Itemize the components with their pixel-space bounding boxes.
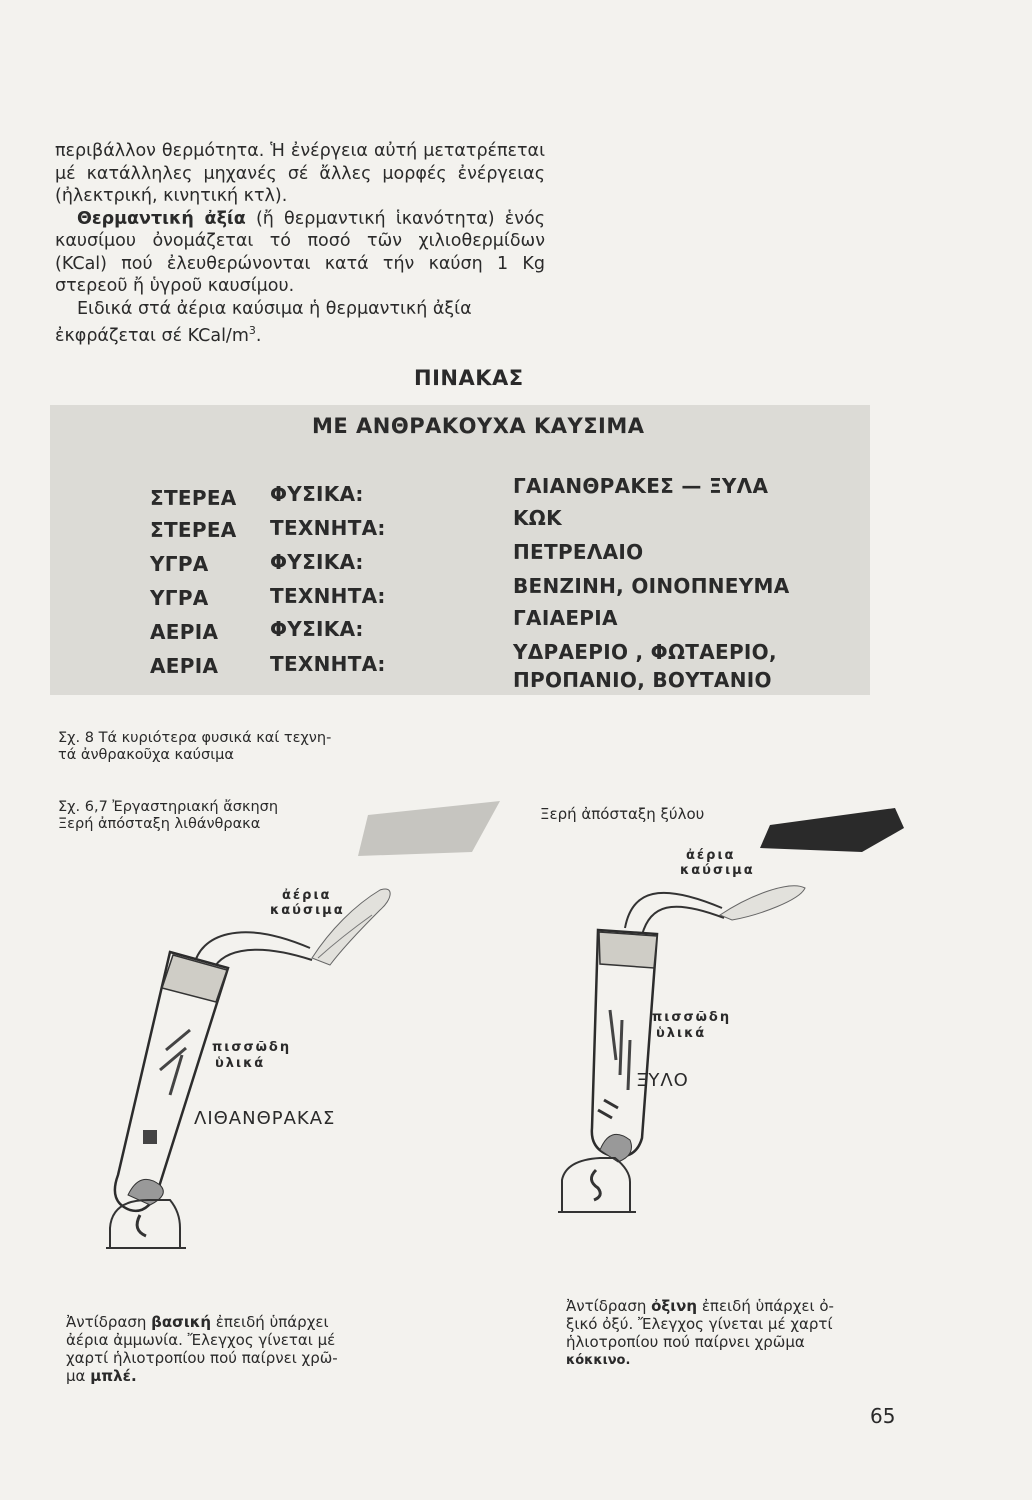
- left-reaction-line4: [66, 1368, 137, 1386]
- row-3-fuels: ΠΕΤΡΕΛΑΙΟ: [513, 540, 644, 564]
- row-5-kind: ΦΥΣΙΚΑ:: [270, 617, 364, 641]
- right-tar-label: πισσῶδη: [652, 1010, 732, 1025]
- right-reaction-line4: κόκκινο.: [566, 1353, 631, 1368]
- left-tar-label-2: ὑλικά: [215, 1056, 266, 1071]
- left-reaction-prefix: Ἀντίδραση: [66, 1313, 152, 1331]
- row-6-state: ΑΕΡΙΑ: [150, 654, 219, 678]
- right-gas-label-2: καύσιμα: [680, 863, 755, 878]
- left-reaction-line2: ἀέρια ἀμμωνία. Ἔλεγχος γίνεται μέ: [66, 1331, 336, 1349]
- stopper-right: [599, 932, 657, 968]
- litmus-paper-right: [760, 808, 904, 852]
- gas-fuels-period: .: [255, 325, 262, 346]
- fig67-caption-line2: Ξερή ἀπόσταξη λιθάνθρακα: [58, 816, 261, 832]
- row-5-fuels: ΓΑΙΑΕΡΙΑ: [513, 606, 618, 630]
- row-1-fuels: ΓΑΙΑΝΘΡΑΚΕΣ — ΞΥΛΑ: [513, 474, 769, 498]
- table-subtitle: ΜΕ ΑΝΘΡΑΚΟΥΧΑ ΚΑΥΣΙΜΑ: [312, 414, 645, 438]
- right-reaction-prefix: Ἀντίδραση: [566, 1297, 652, 1315]
- row-1-kind: ΦΥΣΙΚΑ:: [270, 482, 364, 506]
- fig8-caption-line1: Σχ. 8 Τά κυριότερα φυσικά καί τεχνη-: [58, 730, 332, 746]
- left-tar-label: πισσῶδη: [212, 1040, 292, 1055]
- left-reaction-line3: χαρτί ἡλιοτροπίου πού παίρνει χρῶ-: [66, 1349, 338, 1367]
- left-apparatus: [106, 801, 500, 1248]
- row-6-kind: ΤΕΧΝΗΤΑ:: [270, 652, 386, 676]
- right-reaction-line1: [566, 1298, 834, 1316]
- right-reaction-reason: ἐπειδή ὑπάρχει ὀ-: [697, 1297, 834, 1315]
- right-reaction-line3: ἡλιοτροπίου πού παίρνει χρῶμα: [566, 1333, 805, 1351]
- left-reaction-color: μπλέ.: [90, 1367, 137, 1385]
- right-material-label: ΞΥΛΟ: [636, 1070, 689, 1091]
- row-3-state: ΥΓΡΑ: [150, 552, 209, 576]
- row-1-state: ΣΤΕΡΕΑ: [150, 486, 237, 510]
- row-2-kind: ΤΕΧΝΗΤΑ:: [270, 516, 386, 540]
- row-3-kind: ΦΥΣΙΚΑ:: [270, 550, 364, 574]
- gas-fuels-text: Ειδικά στά ἀέρια καύσιμα ἡ θερμαντική ἀξία ἐκφράζεται σέ KCal/m: [55, 298, 472, 346]
- row-6-fuels: ΥΔΡΑΕΡΙΟ , ΦΩΤΑΕΡΙΟ,: [513, 640, 777, 664]
- table-title: ΠΙΝΑΚΑΣ: [414, 366, 524, 390]
- litmus-paper-left: [358, 801, 500, 856]
- term-heating-value: Θερμαντική ἀξία: [77, 208, 246, 229]
- row-6-fuels-cont: ΠΡΟΠΑΝΙΟ, ΒΟΥΤΑΝΙΟ: [513, 668, 772, 692]
- fig67-caption-line1: Σχ. 6,7 Ἐργαστηριακή ἄσκηση: [58, 799, 279, 815]
- paragraph-energy: περιβάλλον θερμότητα. Ἡ ἐνέργεια αὐτή μετατρέπεται μέ κατάλληλες μηχανές σέ ἄλλες μορφές ἐνέργειας (ἠλεκτρική, κινητική κτλ).: [55, 141, 545, 206]
- fig8-caption-line2: τά ἀνθρακοῦχα καύσιμα: [58, 747, 234, 763]
- delivery-tube-right-inner: [642, 907, 724, 935]
- row-2-state: ΣΤΕΡΕΑ: [150, 518, 237, 542]
- right-figure-title: Ξερή ἀπόσταξη ξύλου: [540, 805, 705, 823]
- left-gas-label: ἀέρια: [282, 888, 332, 903]
- coal-left: [143, 1130, 157, 1144]
- row-4-fuels: ΒΕΝΖΙΝΗ, ΟΙΝΟΠΝΕΥΜΑ: [513, 574, 790, 598]
- left-reaction-reason: ἐπειδή ὑπάρχει: [211, 1313, 329, 1331]
- row-4-kind: ΤΕΧΝΗΤΑ:: [270, 584, 386, 608]
- delivery-tube-right-outer: [625, 893, 722, 928]
- right-reaction-type: ὀξινη: [651, 1297, 698, 1315]
- right-reaction-line2: ξικό ὀξύ. Ἔλεγχος γίνεται μέ χαρτί: [566, 1315, 833, 1333]
- left-gas-label-2: καύσιμα: [270, 903, 345, 918]
- row-4-state: ΥΓΡΑ: [150, 586, 209, 610]
- row-2-fuels: ΚΩΚ: [513, 506, 562, 530]
- right-gas-label: ἀέρια: [686, 848, 736, 863]
- definition-heating-value: (ἤ θερμαντική ἱκανότητα) ἑνός καυσίμου ὀνομάζεται τό ποσό τῶν χιλιοθερμίδων (KCal) πού ἐλευθερώνονται κατά τήν καύση 1 Kg στερεοῦ ἤ ὑγροῦ καυσίμου.: [55, 208, 545, 296]
- left-material-label: ΛΙΘΑΝΘΡΑΚΑΣ: [194, 1108, 336, 1129]
- right-tar-label-2: ὑλικά: [656, 1026, 707, 1041]
- row-5-state: ΑΕΡΙΑ: [150, 620, 219, 644]
- left-reaction-word: μα: [66, 1367, 91, 1385]
- unit-exponent: 3: [248, 324, 256, 337]
- page-number: 65: [870, 1404, 896, 1428]
- left-reaction-line1: [66, 1314, 329, 1332]
- gas-plume-right: [720, 886, 805, 920]
- left-reaction-type: βασική: [151, 1313, 212, 1331]
